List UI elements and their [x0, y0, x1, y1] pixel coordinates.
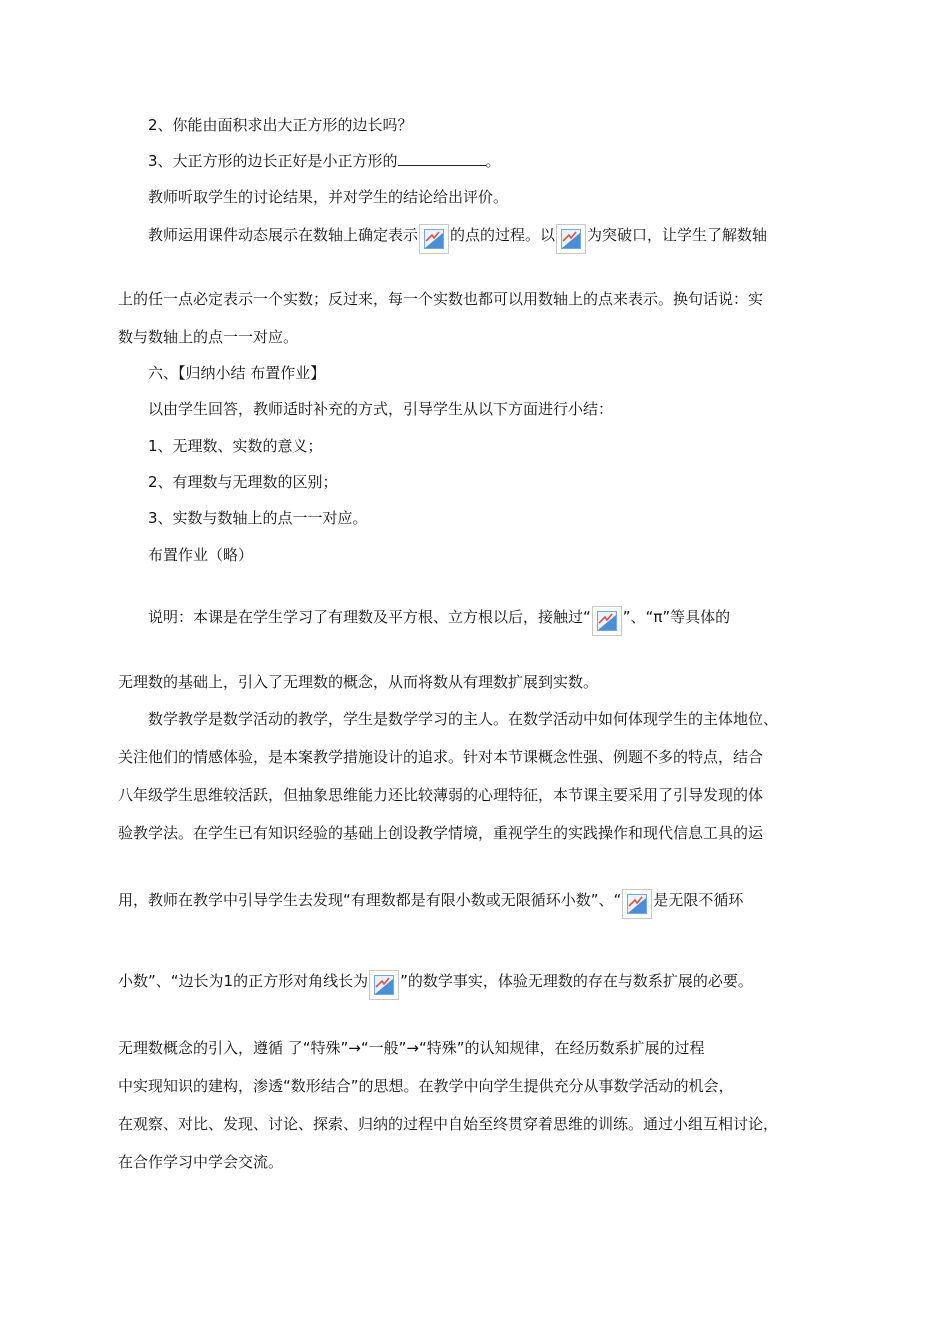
paragraph-4-part-c: 为突破口，让学生了解数轴: [587, 226, 768, 244]
paragraph-18: 验教学法。在学生已有知识经验的基础上创设教学情境，重视学生的实践操作和现代信息工具的运: [118, 824, 764, 842]
broken-image-icon: [622, 889, 652, 919]
broken-image-icon: [369, 970, 399, 1000]
paragraph-24: 在合作学习中学会交流。: [118, 1153, 284, 1171]
list-item-2: 2、有理数与无理数的区别；: [148, 473, 338, 491]
list-item-3: 3、实数与数轴上的点一一对应。: [148, 509, 368, 527]
paragraph-20: [118, 970, 753, 1000]
broken-image-icon: [592, 606, 622, 636]
paragraph-15: 数学教学是数学活动的教学，学生是数学学习的主人。在数学活动中如何体现学生的主体地位、: [148, 710, 779, 728]
paragraph-21: 无理数概念的引入，遵循 了“特殊”→“一般”→“特殊”的认知规律，在经历数系扩展的过程: [118, 1039, 705, 1057]
paragraph-17: 八年级学生思维较活跃，但抽象思维能力还比较薄弱的心理特征，本节课主要采用了引导发现的体: [118, 786, 764, 804]
paragraph-2-text: 3、大正方形的边长正好是小正方形的: [148, 152, 398, 170]
paragraph-8: 以由学生回答，教师适时补充的方式，引导学生从以下方面进行小结：: [148, 400, 614, 418]
paragraph-20-part-b: ”的数学事实，体验无理数的存在与数系扩展的必要。: [400, 972, 753, 990]
paragraph-3: 教师听取学生的讨论结果，并对学生的结论给出评价。: [148, 188, 509, 206]
paragraph-19-part-a: 用，教师在教学中引导学生去发现“有理数都是有限小数或无限循环小数”、“: [118, 891, 622, 909]
paragraph-13-part-b: ”、“π”等具体的: [622, 608, 731, 626]
paragraph-4-part-b: 的点的过程。以: [450, 226, 556, 244]
broken-image-icon: [419, 224, 449, 254]
paragraph-20-part-a: 小数”、“边长为1的正方形对角线长为: [118, 972, 369, 990]
paragraph-19-part-b: 是无限不循环: [653, 891, 744, 909]
paragraph-6: 数与数轴上的点一一对应。: [118, 328, 299, 346]
paragraph-22: 中实现知识的建构，渗透“数形结合”的思想。在教学中向学生提供充分从事数学活动的机会，: [118, 1077, 734, 1095]
paragraph-19: [118, 889, 743, 919]
paragraph-4-part-a: 教师运用课件动态展示在数轴上确定表示: [148, 226, 419, 244]
broken-image-icon: [556, 224, 586, 254]
paragraph-2: [148, 151, 501, 171]
paragraph-5: 上的任一点必定表示一个实数；反过来，每一个实数也都可以用数轴上的点来表示。换句话说：实: [118, 290, 764, 308]
list-item-1: 1、无理数、实数的意义；: [148, 437, 323, 455]
paragraph-13-part-a: 说明：本课是在学生学习了有理数及平方根、立方根以后，接触过“: [148, 608, 591, 626]
paragraph-4: [148, 224, 767, 254]
paragraph-16: 关注他们的情感体验，是本案教学措施设计的追求。针对本节课概念性强、例题不多的特点，结合: [118, 748, 764, 766]
paragraph-1: 2、你能由面积求出大正方形的边长吗？: [148, 116, 413, 134]
paragraph-12: 布置作业（略）: [148, 546, 254, 564]
section-heading: 六、【归纳小结 布置作业】: [148, 364, 326, 382]
paragraph-23: 在观察、对比、发现、讨论、探索、归纳的过程中自始至终贯穿着思维的训练。通过小组互相讨论，: [118, 1115, 779, 1133]
paragraph-13: [148, 606, 730, 636]
paragraph-14: 无理数的基础上，引入了无理数的概念，从而将数从有理数扩展到实数。: [118, 673, 599, 691]
fill-blank[interactable]: [398, 151, 486, 166]
paragraph-2-end: 。: [485, 152, 501, 170]
